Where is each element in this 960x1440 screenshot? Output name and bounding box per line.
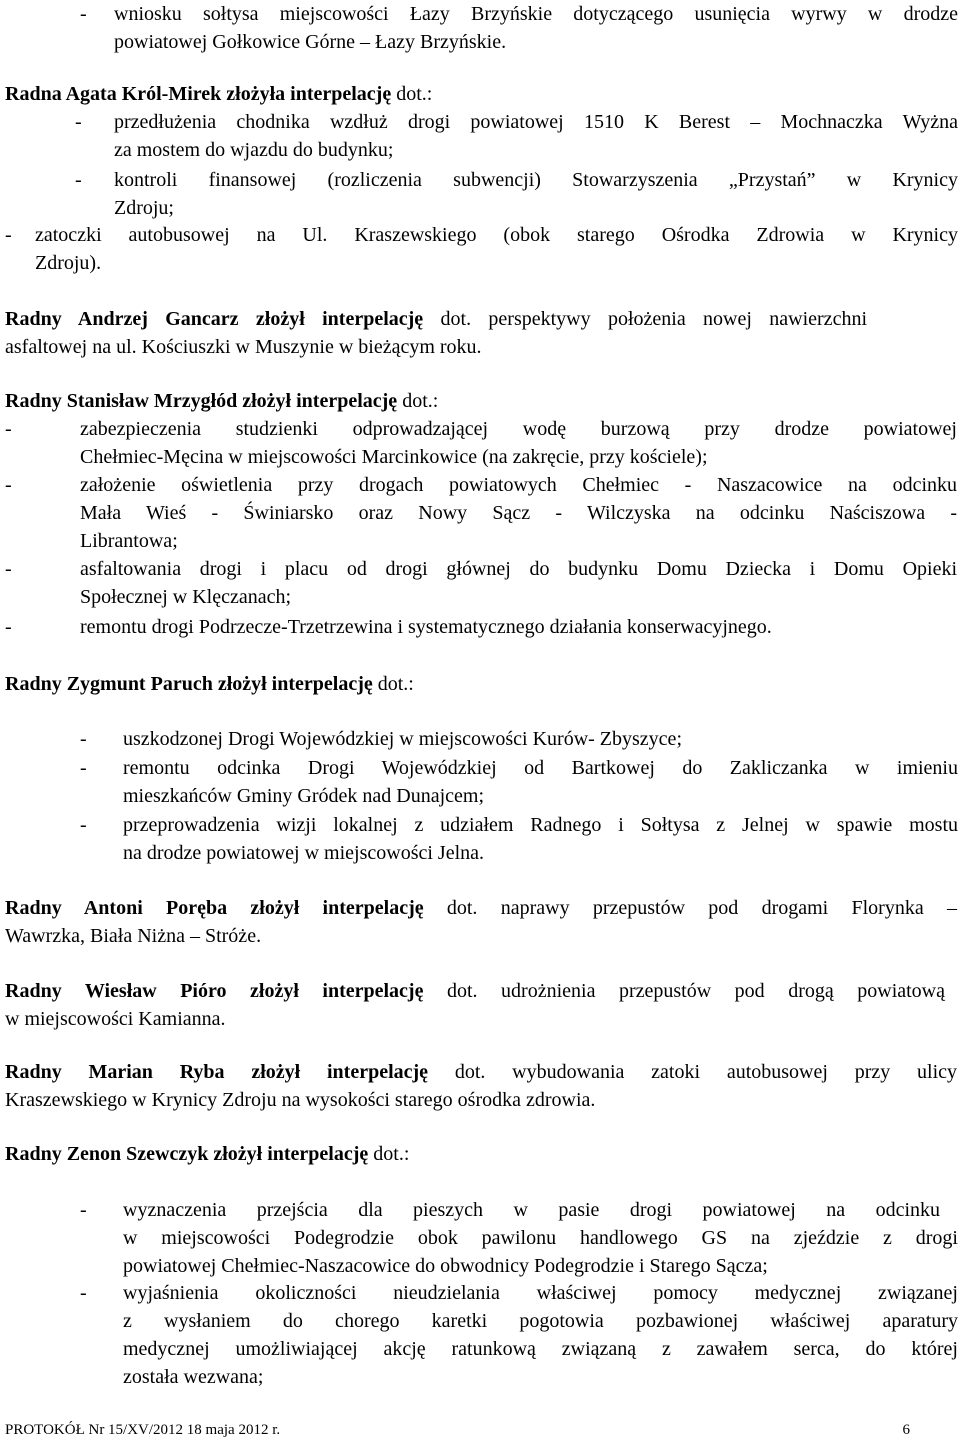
section-heading: Radny Antoni Poręba złożył interpelację dot. naprawy przepustów pod drogami Florynka – Wawrzka, Biała Niżna – Stróże. xyxy=(5,894,957,950)
dash-bullet: - xyxy=(5,418,12,440)
list-item-line: wniosku sołtysa miejscowości Łazy Brzyńskie dotyczącego usunięcia wyrwy w drodze xyxy=(114,3,958,25)
list-item-line: wyznaczenia przejścia dla pieszych w pasie drogi powiatowej na odcinku xyxy=(123,1199,940,1221)
list-item-line: została wezwana; xyxy=(123,1366,264,1388)
list-item-line: remontu drogi Podrzecze-Trzetrzewina i systematycznego działania konserwacyjnego. xyxy=(80,616,772,638)
section-heading: Radny Wiesław Pióro złożył interpelację dot. udrożnienia przepustów pod drogą powiatową w miejscowości Kamianna. xyxy=(5,977,945,1033)
list-item-line: z wysłaniem do chorego karetki pogotowia pozbawionej właściwej aparatury xyxy=(123,1310,958,1332)
dash-bullet: - xyxy=(5,558,12,580)
dash-bullet: - xyxy=(5,224,12,246)
dash-bullet: - xyxy=(80,3,87,25)
list-item-line: przeprowadzenia wizji lokalnej z udziałem Radnego i Sołtysa z Jelnej w spawie mostu xyxy=(123,814,958,836)
list-item-line: Chełmiec-Męcina w miejscowości Marcinkowice (na zakręcie, przy kościele); xyxy=(80,446,708,468)
list-item xyxy=(5,555,957,611)
list-item xyxy=(5,415,957,471)
list-item-line: powiatowej Chełmiec-Naszacowice do obwodnicy Podegrodzie i Starego Sącza; xyxy=(123,1255,768,1277)
section-heading: Radny Zenon Szewczyk złożył interpelację dot.: xyxy=(5,1143,410,1165)
list-item-line: zatoczki autobusowej na Ul. Kraszewskiego (obok starego Ośrodka Zdrowia w Krynicy xyxy=(35,224,958,246)
dash-bullet: - xyxy=(5,616,12,638)
list-item xyxy=(80,1196,958,1280)
list-item-line: wyjaśnienia okoliczności nieudzielania właściwej pomocy medycznej związanej xyxy=(123,1282,958,1304)
list-item-line: przedłużenia chodnika wzdłuż drogi powiatowej 1510 K Berest – Mochnaczka Wyżna xyxy=(114,111,958,133)
list-item-line: medycznej umożliwiającej akcję ratunkową związaną z zawałem serca, do której xyxy=(123,1338,958,1360)
list-item xyxy=(80,811,958,867)
list-item-line: na drodze powiatowej w miejscowości Jelna. xyxy=(123,842,485,864)
list-item-line: uszkodzonej Drogi Wojewódzkiej w miejscowości Kurów- Zbyszyce; xyxy=(123,728,682,750)
dash-bullet: - xyxy=(80,1282,87,1304)
section-heading: Radny Marian Ryba złożył interpelację dot. wybudowania zatoki autobusowej przy ulicy Kraszewskiego w Krynicy Zdroju na wysokości starego ośrodka zdrowia. xyxy=(5,1058,957,1114)
section-heading: Radny Andrzej Gancarz złożył interpelację dot. perspektywy położenia nowej nawierzchni asfaltowej na ul. Kościuszki w Muszynie w bieżącym roku. xyxy=(5,305,867,361)
page-number: 6 xyxy=(902,1422,910,1438)
paragraph-line: Wawrzka, Biała Niżna – Stróże. xyxy=(5,925,262,947)
list-item xyxy=(80,754,958,810)
list-item-line: Librantowa; xyxy=(80,530,178,552)
dash-bullet: - xyxy=(80,814,87,836)
list-item xyxy=(75,166,958,222)
list-item-line: za mostem do wjazdu do budynku; xyxy=(114,139,394,161)
section-heading: Radny Zygmunt Paruch złożył interpelację dot.: xyxy=(5,673,414,695)
list-item-line: Mała Wieś - Świniarsko oraz Nowy Sącz - Wilczyska na odcinku Naściszowa - xyxy=(80,502,957,524)
dash-bullet: - xyxy=(75,169,82,191)
dash-bullet: - xyxy=(80,757,87,779)
list-item xyxy=(75,108,958,164)
list-item-line: mieszkańców Gminy Gródek nad Dunajcem; xyxy=(123,785,485,807)
list-item-line: asfaltowania drogi i placu od drogi głównej do budynku Domu Dziecka i Domu Opieki xyxy=(80,558,957,580)
list-item-line: zabezpieczenia studzienki odprowadzającej wodę burzową przy drodze powiatowej xyxy=(80,418,957,440)
list-item-line: Zdroju). xyxy=(35,252,102,274)
dash-bullet: - xyxy=(75,111,82,133)
page-footer xyxy=(5,1420,955,1440)
dash-bullet: - xyxy=(80,1199,87,1221)
list-item-line: kontroli finansowej (rozliczenia subwencji) Stowarzyszenia „Przystań” w Krynicy xyxy=(114,169,958,191)
paragraph-line: w miejscowości Kamianna. xyxy=(5,1008,226,1030)
footer-protocol-label: PROTOKÓŁ Nr 15/XV/2012 18 maja 2012 r. xyxy=(5,1422,281,1438)
list-item xyxy=(80,1279,958,1391)
list-item xyxy=(5,613,957,641)
list-item xyxy=(5,221,958,277)
list-item-line: Społecznej w Klęczanach; xyxy=(80,586,292,608)
dash-bullet: - xyxy=(5,474,12,496)
list-item-line: Zdroju; xyxy=(114,197,174,219)
list-item-line: w miejscowości Podegrodzie obok pawilonu handlowego GS na zjeździe z drogi xyxy=(123,1227,958,1249)
list-item xyxy=(5,471,957,555)
list-item xyxy=(80,725,958,753)
list-item-line: założenie oświetlenia przy drogach powiatowych Chełmiec - Naszacowice na odcinku xyxy=(80,474,957,496)
list-item-line: powiatowej Gołkowice Górne – Łazy Brzyńskie. xyxy=(114,31,507,53)
paragraph-line: asfaltowej na ul. Kościuszki w Muszynie w bieżącym roku. xyxy=(5,336,482,358)
section-heading: Radna Agata Król-Mirek złożyła interpelację dot.: xyxy=(5,83,433,105)
dash-bullet: - xyxy=(80,728,87,750)
list-item-line: remontu odcinka Drogi Wojewódzkiej od Bartkowej do Zakliczanka w imieniu xyxy=(123,757,958,779)
list-item xyxy=(80,0,958,56)
paragraph-line: Kraszewskiego w Krynicy Zdroju na wysokości starego ośrodka zdrowia. xyxy=(5,1089,596,1111)
section-heading: Radny Stanisław Mrzygłód złożył interpelację dot.: xyxy=(5,390,439,412)
